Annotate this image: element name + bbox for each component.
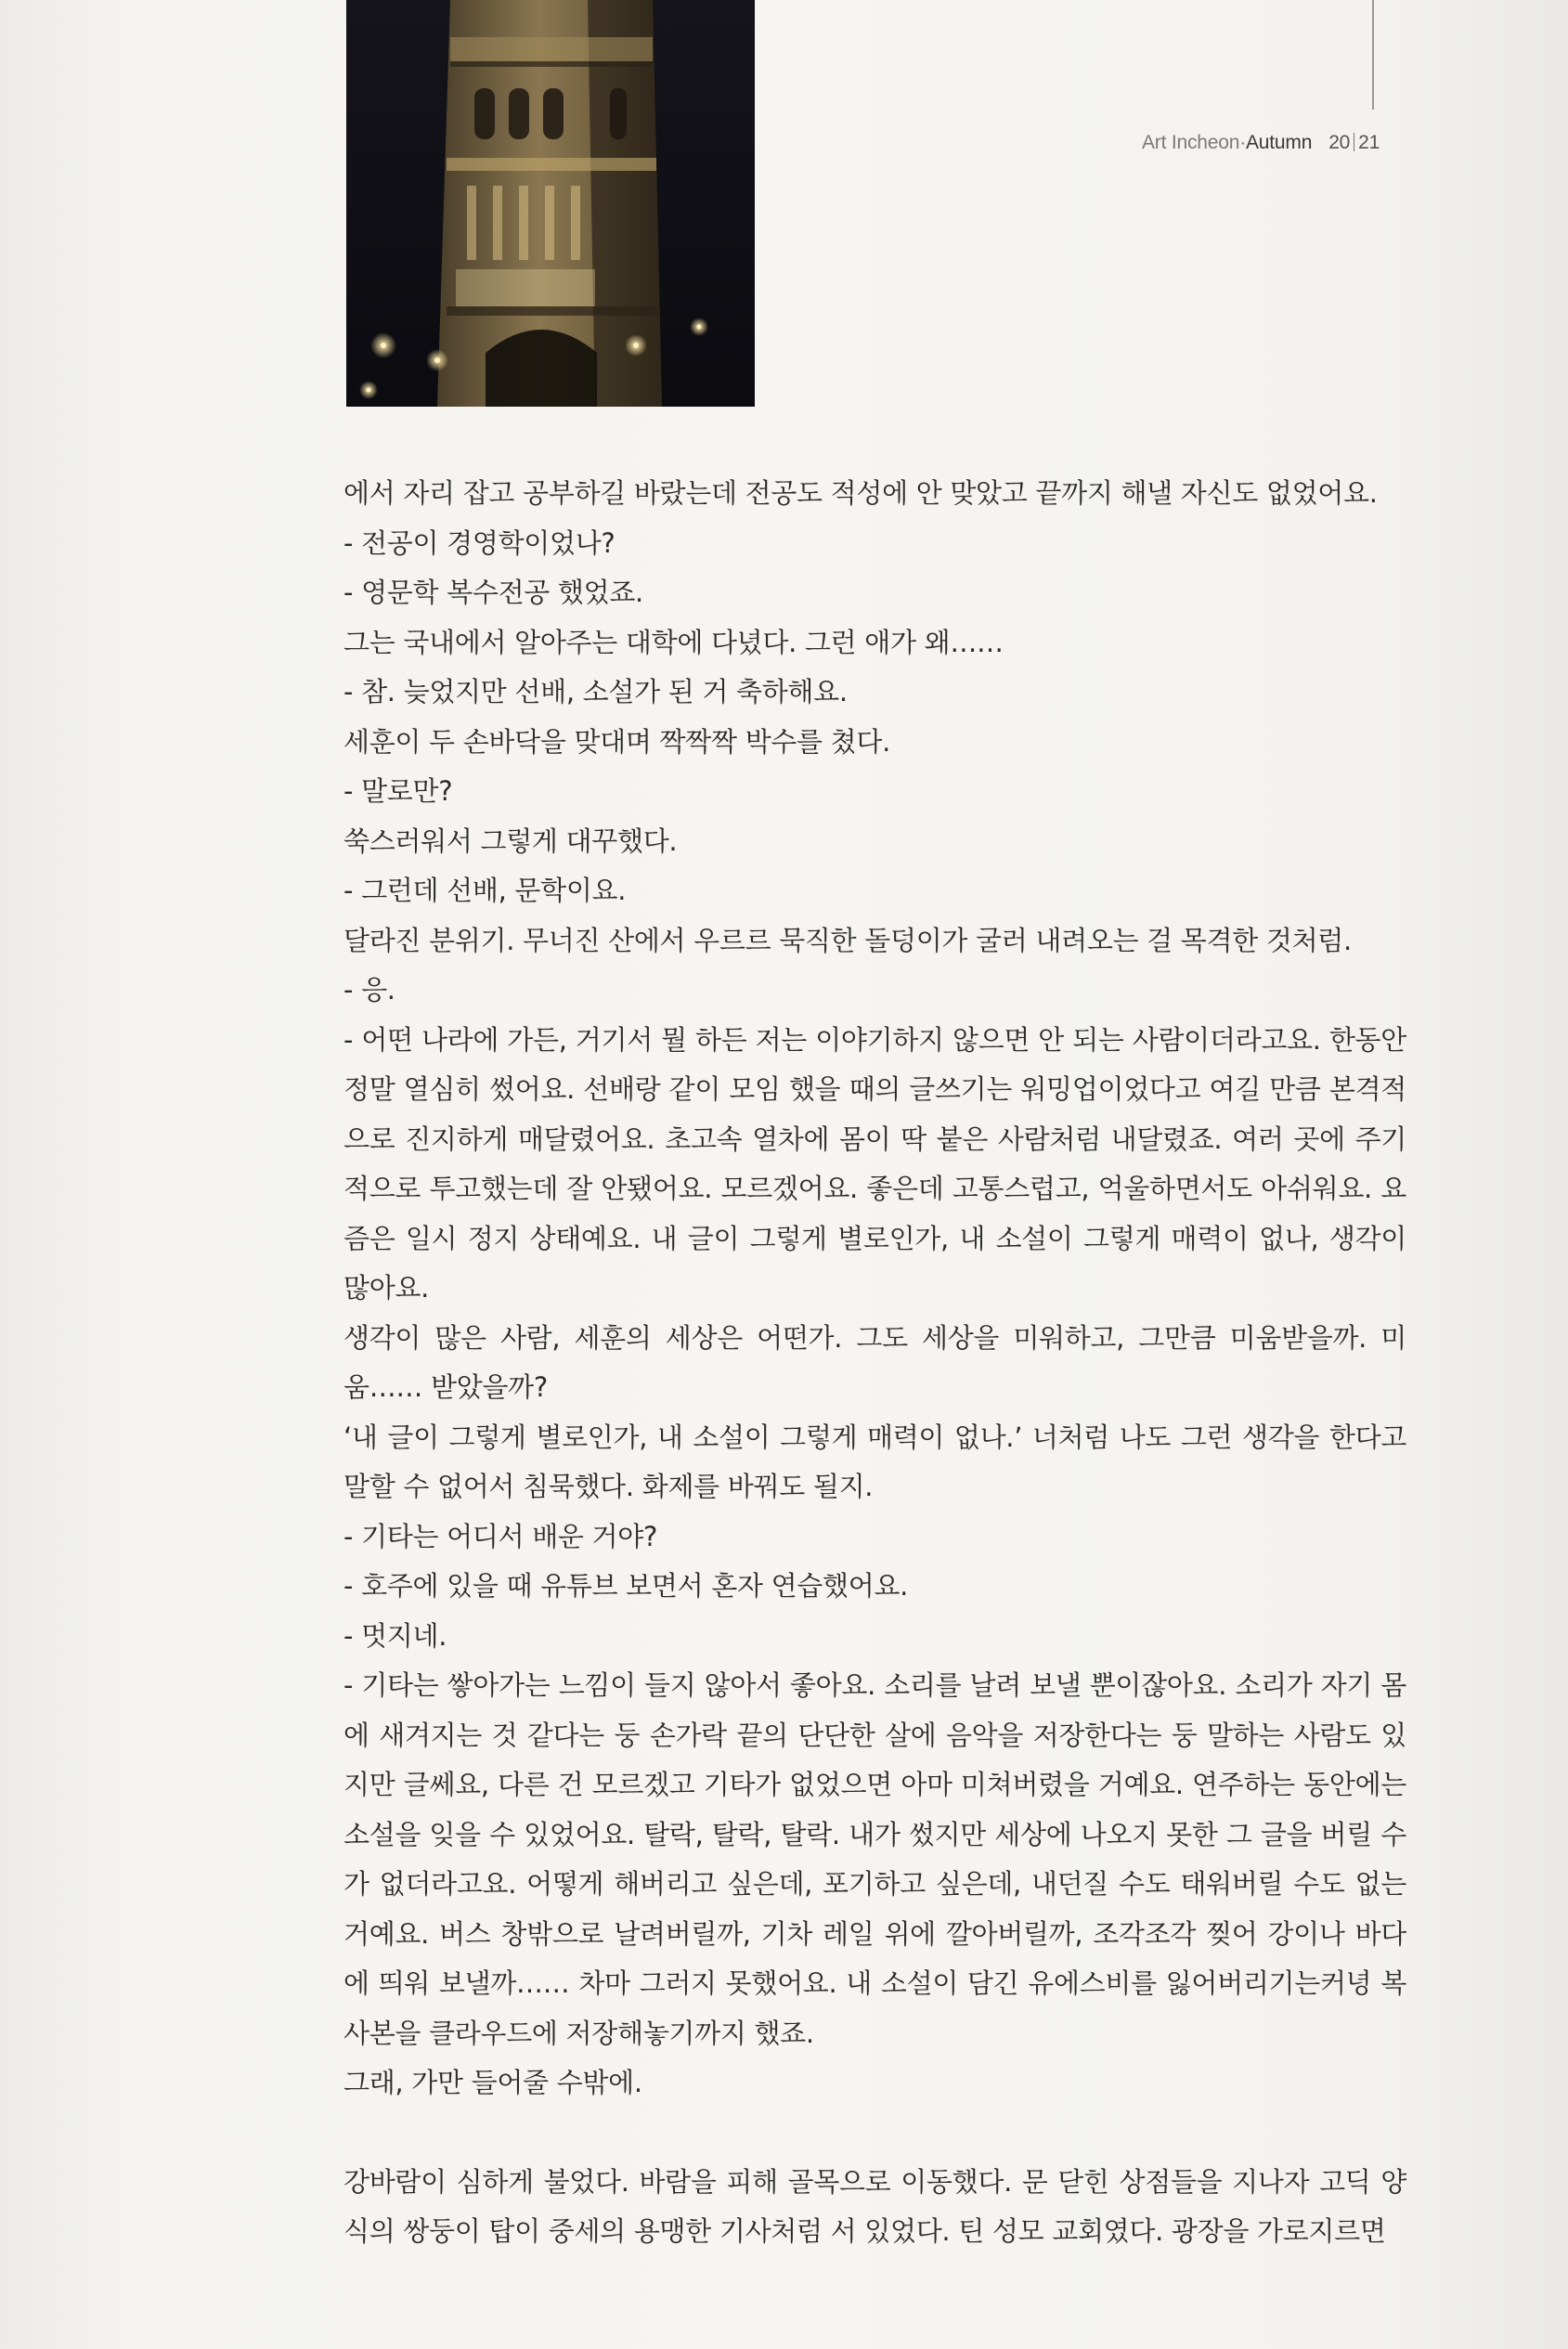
- paragraph: - 전공이 경영학이었나?: [343, 526, 616, 559]
- paragraph: 그래, 가만 들어줄 수밖에.: [343, 2067, 642, 2098]
- paragraph: 쑥스러워서 그렇게 대꾸했다.: [343, 824, 678, 857]
- paragraph: - 기타는 어디서 배운 거야?: [343, 1520, 658, 1552]
- paragraph: - 응.: [343, 974, 395, 1006]
- paragraph: 생각이 많은 사람, 세훈의 세상은 어떤가. 그도 세상을 미워하고, 그만큼 미움받을까. 미움…… 받았을까?: [343, 1321, 1406, 1403]
- magazine-name: Art Incheon: [1142, 132, 1240, 153]
- paragraph: - 영문학 복수전공 했었죠.: [343, 577, 643, 608]
- paragraph: - 호주에 있을 때 유튜브 보면서 혼자 연습했어요.: [343, 1570, 909, 1602]
- paragraph: 달라진 분위기. 무너진 산에서 우르르 묵직한 돌덩이가 굴러 내려오는 걸 목격한 것처럼.: [343, 924, 1352, 956]
- gutter-line: [1372, 0, 1374, 110]
- header-separator: ·: [1239, 132, 1246, 153]
- tower-illustration: [346, 0, 755, 407]
- season-label: Autumn: [1246, 132, 1313, 153]
- paragraph: - 참. 늦었지만 선배, 소설가 된 거 축하해요.: [343, 676, 848, 707]
- paragraph: ‘내 글이 그렇게 별로인가, 내 소설이 그렇게 매력이 없나.’ 너처럼 나도 그런 생각을 한다고 말할 수 없어서 침묵했다. 화제를 바꿔도 될지.: [343, 1421, 1406, 1502]
- paragraph: - 기타는 쌓아가는 느낌이 들지 않아서 좋아요. 소리를 날려 보낼 뿐이잖아요. 소리가 자기 몸에 새겨지는 것 같다는 둥 손가락 끝의 단단한 살에 음악을 저장한다는 둥 말하는 사람도 있지만 글쎄요, 다른 건 모르겠고 기타가 없었으면 아마 미쳐버렸을 거예요. 연주하는 동안에는 소설을 잊을 수 있었어요. 탈락, 탈락, 탈락. 내가 썼지만 세상에 나오지 못한 그 글을 버릴 수가 없더라고요. 어떻게 해버리고 싶은데, 포기하고 싶은데, 내던질 수도 태워버릴 수도 없는 거예요. 버스 창밖으로 날려버릴까, 기차 레일 위에 깔아버릴까, 조각조각 찢어 강이나 바다에 띄워 보낼까…… 차마 그러지 못했어요. 내 소설이 담긴 유에스비를 잃어버리기는커녕 복사본을 클라우드에 저장해놓기까지 했죠.: [343, 1669, 1406, 2049]
- article-body: [343, 469, 1406, 2257]
- paragraph: 그는 국내에서 알아주는 대학에 다녔다. 그런 애가 왜……: [343, 626, 1004, 658]
- paragraph: - 말로만?: [343, 775, 453, 807]
- paragraph: 에서 자리 잡고 공부하길 바랐는데 전공도 적성에 안 맞았고 끝까지 해낼 자신도 없었어요.: [343, 477, 1378, 509]
- paragraph: - 멋지네.: [343, 1619, 447, 1652]
- paragraph: - 그런데 선배, 문학이요.: [343, 875, 627, 906]
- page-number-left: 20: [1328, 132, 1351, 153]
- paragraph: 세훈이 두 손바닥을 맞대며 짝짝짝 박수를 쳤다.: [343, 725, 890, 758]
- running-header: [1142, 132, 1411, 162]
- tower-night-photo: [346, 0, 755, 407]
- page-number-right: 21: [1358, 132, 1380, 153]
- paragraph: - 어떤 나라에 가든, 거기서 뭘 하든 저는 이야기하지 않으면 안 되는 사람이더라고요. 한동안 정말 열심히 썼어요. 선배랑 같이 모임 했을 때의 글쓰기는 워밍업이었다고 여길 만큼 본격적으로 진지하게 매달렸어요. 초고속 열차에 몸이 딱 붙은 사람처럼 내달렸죠. 여러 곳에 주기적으로 투고했는데 잘 안됐어요. 모르겠어요. 좋은데 고통스럽고, 억울하면서도 아쉬워요. 요즘은 일시 정지 상태예요. 내 글이 그렇게 별로인가, 내 소설이 그렇게 매력이 없나, 생각이 많아요.: [343, 1023, 1406, 1304]
- paragraph: 강바람이 심하게 불었다. 바람을 피해 골목으로 이동했다. 문 닫힌 상점들을 지나자 고딕 양식의 쌍둥이 탑이 중세의 용맹한 기사처럼 서 있었다. 틴 성모 교회였다. 광장을 가로지르면: [343, 2165, 1406, 2247]
